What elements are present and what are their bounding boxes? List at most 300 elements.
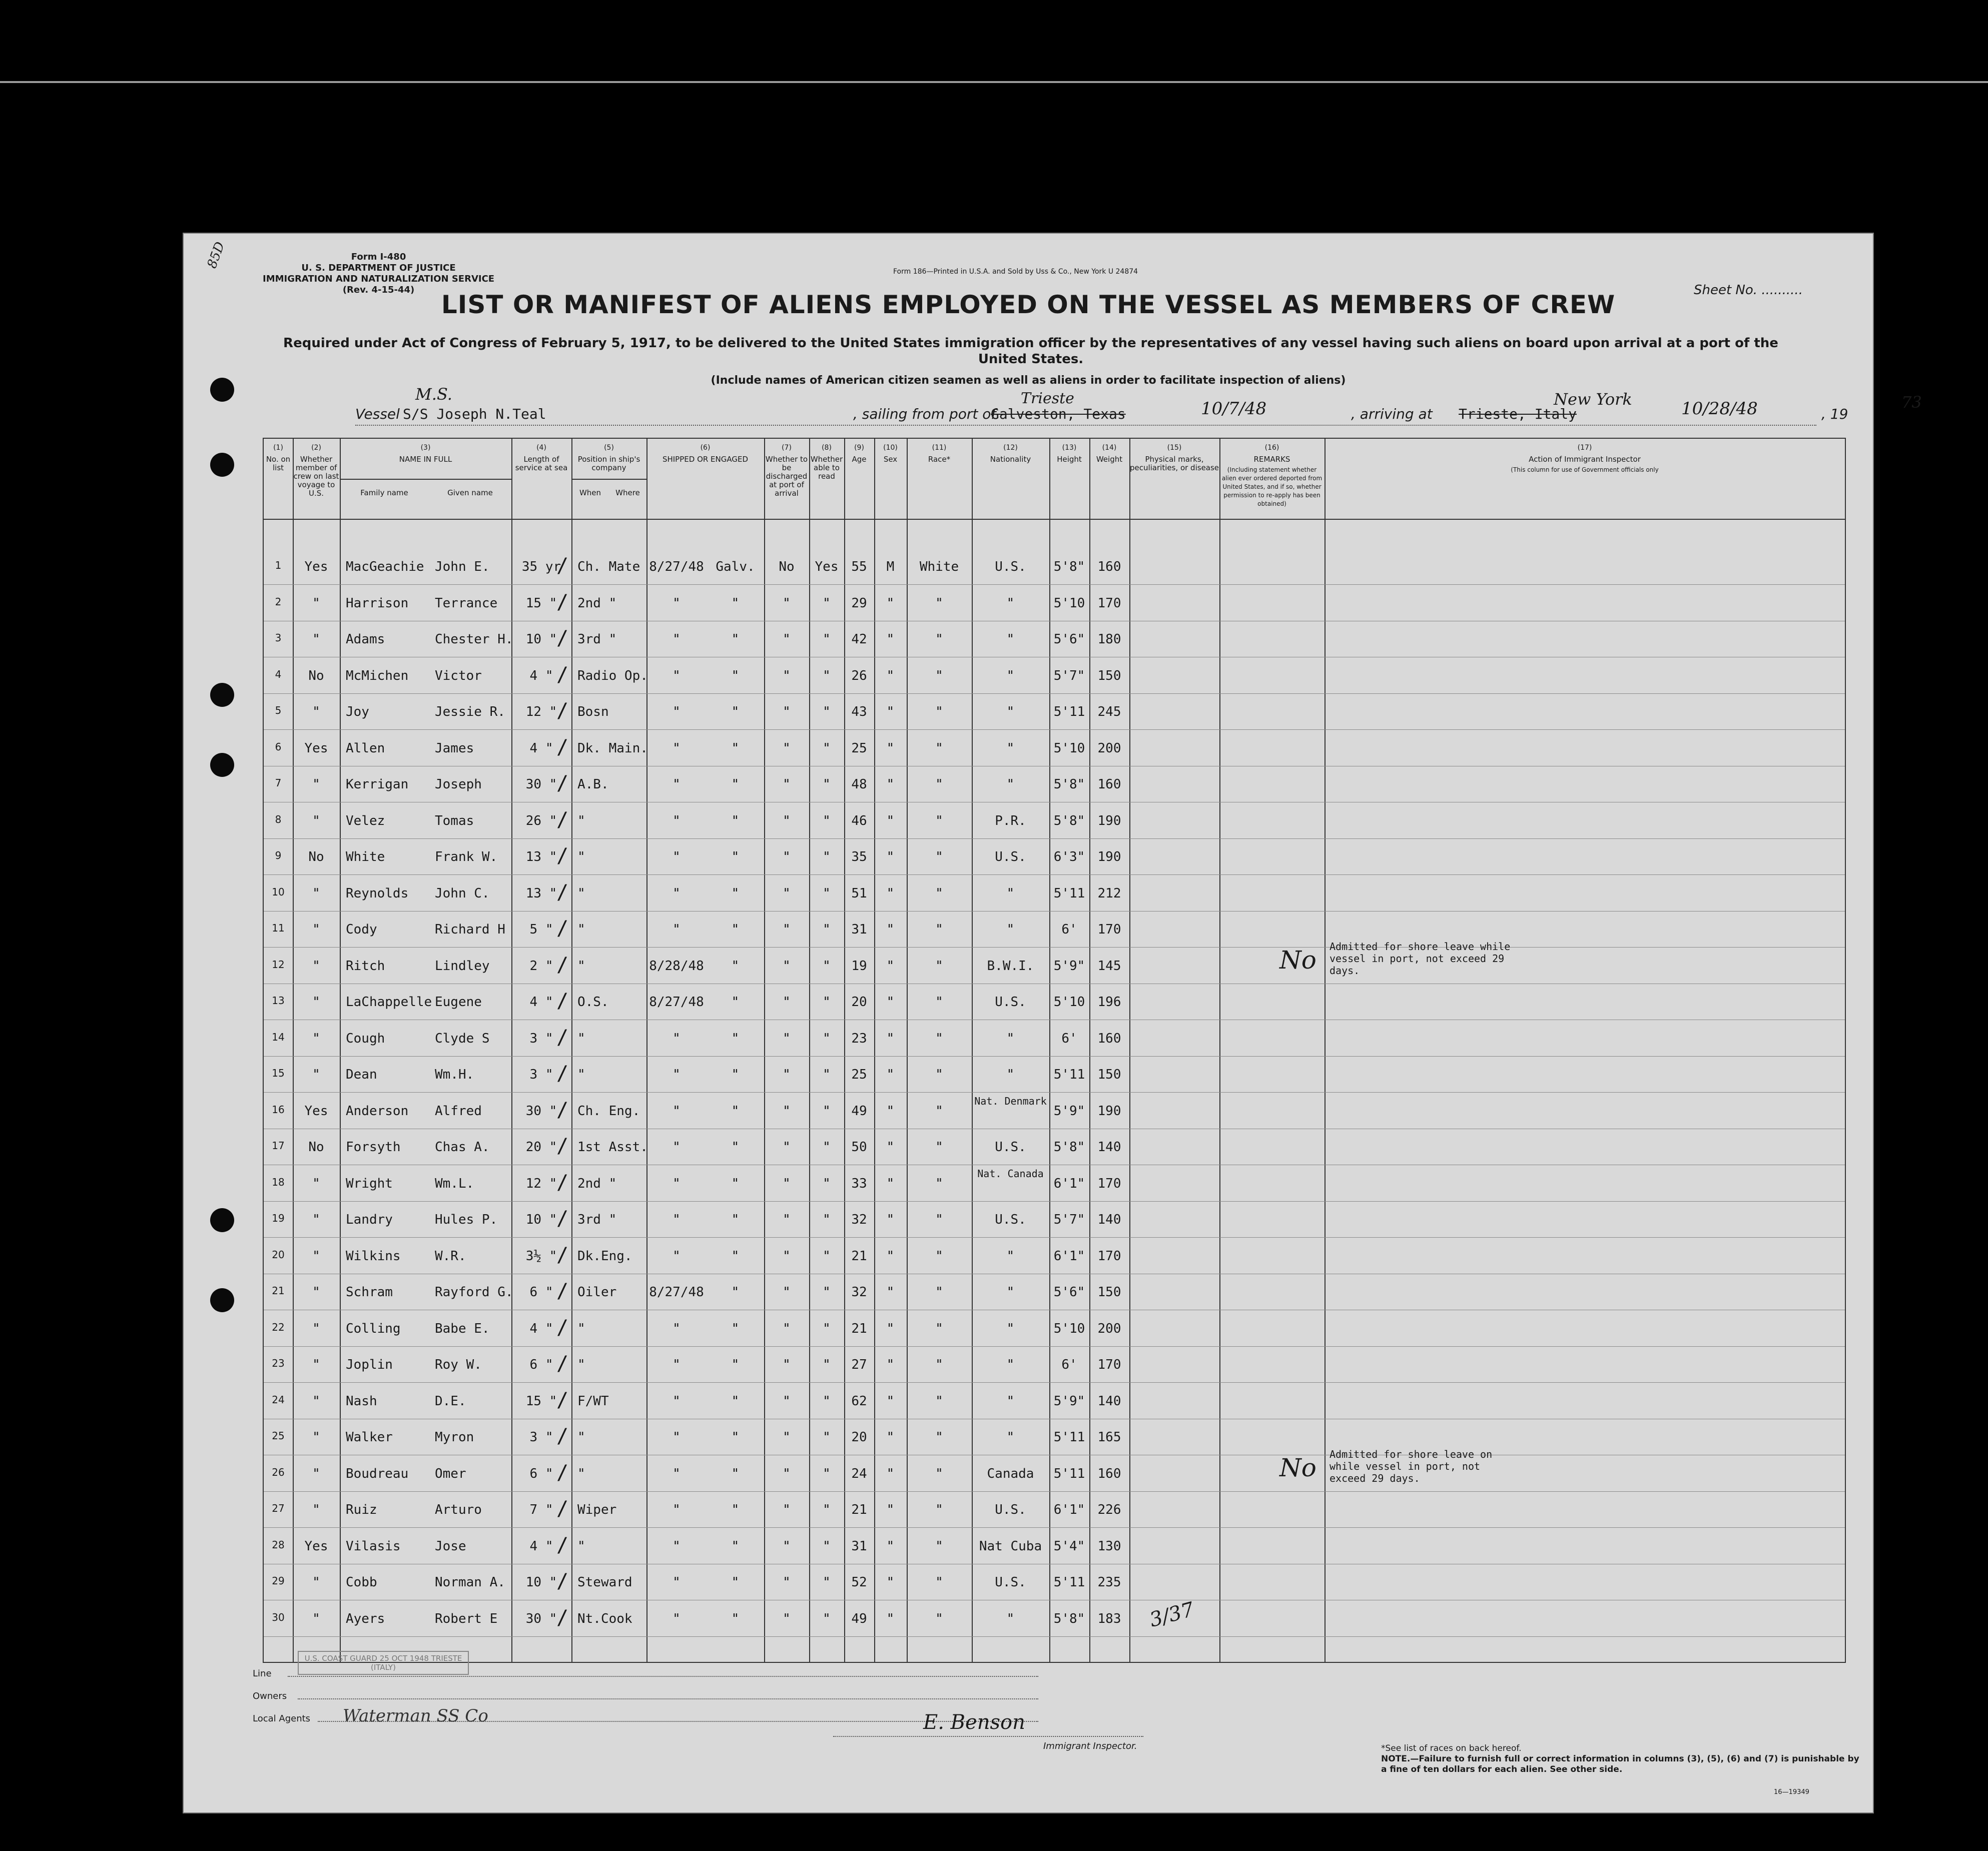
cell-height: 5'9": [1053, 1103, 1085, 1119]
cell-last: ": [312, 777, 320, 792]
cell-read: ": [823, 958, 831, 974]
cell-height: 5'9": [1053, 1393, 1085, 1409]
cell-family: Velez: [346, 813, 385, 828]
checkmark-icon: /: [556, 772, 569, 795]
cell-nat: ": [1006, 1248, 1015, 1264]
cell-sex: ": [886, 813, 895, 828]
cell-where: ": [731, 849, 740, 864]
cell-family: Joy: [346, 704, 369, 719]
cell-nat: ": [1006, 595, 1015, 611]
cell-when: 8/28/48: [649, 958, 704, 974]
cell-last: ": [312, 1357, 320, 1372]
cell-height: 5'10: [1053, 995, 1085, 1010]
cell-service: 4 ": [529, 740, 553, 756]
cell-sex: ": [886, 1430, 895, 1445]
cell-last: ": [312, 1575, 320, 1590]
column-divider: [1129, 439, 1130, 1662]
table-row-rule: [264, 729, 1845, 730]
cell-disch: ": [783, 668, 791, 683]
cell-disch: ": [783, 995, 791, 1010]
cell-when: 8/27/48: [649, 995, 704, 1010]
cell-when: ": [673, 1248, 681, 1264]
cell-given: Myron: [435, 1430, 474, 1445]
cell-disch: ": [783, 1285, 791, 1300]
cell-age: 27: [851, 1357, 867, 1372]
sailing-port-struck: Galveston, Texas: [991, 406, 1126, 422]
owners-field: [298, 1698, 1038, 1699]
cell-race: ": [935, 1466, 943, 1481]
cell-position: ": [577, 1538, 585, 1554]
inspector-label: Immigrant Inspector.: [1043, 1741, 1137, 1751]
cell-age: 19: [851, 958, 867, 974]
table-row-rule: [264, 1527, 1845, 1528]
cell-disch: ": [783, 1393, 791, 1409]
cell-height: 5'11: [1053, 1466, 1085, 1481]
cell-when: ": [673, 1430, 681, 1445]
cell-when: ": [673, 1538, 681, 1554]
cell-nat: B.W.I.: [987, 958, 1034, 974]
cell-nat: ": [1006, 1067, 1015, 1082]
column-number: (4): [536, 444, 546, 452]
cell-service: 10 ": [525, 1575, 557, 1590]
cell-no: 24: [272, 1393, 285, 1406]
cell-height: 5'10: [1053, 1321, 1085, 1336]
cell-sex: ": [886, 995, 895, 1010]
form-identifier: Form I-480 U. S. DEPARTMENT OF JUSTICE IMMIGRATION AND NATURALIZATION SERVICE (Rev. 4-15-44): [263, 252, 495, 295]
cell-nat: Canada: [987, 1466, 1034, 1481]
cell-given: W.R.: [435, 1248, 466, 1264]
cell-race: ": [935, 958, 943, 974]
cell-given: Norman A.: [435, 1575, 505, 1590]
cell-age: 25: [851, 740, 867, 756]
cell-race: ": [935, 1285, 943, 1300]
cell-service: 15 ": [525, 595, 557, 611]
column-subheader: Given name: [447, 488, 493, 497]
remark-handwritten: No: [1279, 945, 1316, 975]
remark-text: Admitted for shore leave on while vessel in port, not exceed 29 days.: [1330, 1448, 1493, 1484]
cell-service: 30 ": [525, 777, 557, 792]
cell-when: ": [673, 1212, 681, 1227]
cell-race: White: [919, 559, 959, 574]
cell-disch: ": [783, 1321, 791, 1336]
sailing-label: , sailing from port of: [853, 406, 996, 422]
cell-service: 3 ": [529, 1031, 553, 1046]
cell-when: ": [673, 1103, 681, 1119]
cell-position: ": [577, 813, 585, 828]
remark-handwritten: No: [1279, 1453, 1316, 1482]
cell-where: ": [731, 1285, 740, 1300]
cell-service: 13 ": [525, 885, 557, 901]
cell-no: 20: [272, 1248, 285, 1261]
cell-race: ": [935, 995, 943, 1010]
cell-when: ": [673, 595, 681, 611]
cell-family: Landry: [346, 1212, 393, 1227]
cell-no: 12: [272, 958, 285, 971]
vessel-prefix-handwritten: M.S.: [415, 385, 452, 404]
cell-height: 5'7": [1053, 668, 1085, 683]
cell-when: ": [673, 1140, 681, 1155]
cell-weight: 150: [1097, 668, 1121, 683]
cell-where: ": [731, 1611, 740, 1626]
cell-position: 1st Asst.: [577, 1140, 648, 1155]
cell-age: 20: [851, 995, 867, 1010]
cell-when: ": [673, 1393, 681, 1409]
column-label: Height: [1057, 455, 1082, 464]
cell-sex: ": [886, 1285, 895, 1300]
table-row-rule: [264, 1237, 1845, 1238]
cell-height: 6'3": [1053, 849, 1085, 864]
cell-no: 27: [272, 1502, 285, 1514]
line-field: [288, 1676, 1038, 1677]
column-label: REMARKS: [1253, 455, 1290, 464]
cell-family: Anderson: [346, 1103, 409, 1119]
cell-last: ": [312, 1031, 320, 1046]
year-label: , 19: [1821, 406, 1848, 422]
column-header: [1129, 444, 1219, 472]
cell-age: 42: [851, 632, 867, 647]
checkmark-icon: /: [556, 917, 569, 940]
cell-last: ": [312, 1466, 320, 1481]
cell-no: 15: [272, 1067, 285, 1079]
checkmark-icon: /: [556, 1098, 569, 1122]
cell-position: ": [577, 1321, 585, 1336]
arriving-port-handwritten: New York: [1554, 390, 1632, 409]
table-row-rule: [264, 838, 1845, 839]
checkmark-icon: /: [556, 1425, 569, 1448]
cell-age: 21: [851, 1248, 867, 1264]
checkmark-icon: /: [556, 1352, 569, 1375]
cell-disch: ": [783, 922, 791, 937]
checkmark-icon: /: [556, 880, 569, 904]
cell-position: ": [577, 922, 585, 937]
cell-sex: ": [886, 668, 895, 683]
cell-no: 17: [272, 1140, 285, 1152]
cell-given: John C.: [435, 885, 490, 901]
vessel-line: [355, 385, 1922, 426]
cell-read: ": [823, 1140, 831, 1155]
cell-sex: M: [886, 559, 895, 574]
cell-service: 4 ": [529, 1538, 553, 1554]
cell-position: ": [577, 1357, 585, 1372]
cell-when: ": [673, 1176, 681, 1191]
cell-height: 5'10: [1053, 595, 1085, 611]
cell-weight: 190: [1097, 813, 1121, 828]
cell-given: Tomas: [435, 813, 474, 828]
column-label: Physical marks, peculiarities, or disease: [1129, 455, 1219, 472]
cell-no: 22: [272, 1321, 285, 1333]
checkmark-icon: /: [556, 1171, 569, 1194]
cell-when: ": [673, 1466, 681, 1481]
cell-last: ": [312, 1248, 320, 1264]
column-number: (2): [311, 444, 321, 452]
cell-service: 30 ": [525, 1611, 557, 1626]
cell-position: Oiler: [577, 1285, 617, 1300]
cell-sex: ": [886, 1538, 895, 1554]
cell-no: 8: [275, 813, 282, 825]
cell-age: 21: [851, 1502, 867, 1517]
cell-where: Galv.: [716, 559, 755, 574]
vessel-name: S/S Joseph N.Teal: [403, 406, 546, 422]
cell-given: Roy W.: [435, 1357, 482, 1372]
race-note: *See list of races on back hereof.: [1381, 1743, 1522, 1753]
crew-tally: 3/37: [1147, 1597, 1197, 1632]
cell-nat: P.R.: [995, 813, 1026, 828]
cell-height: 5'8": [1053, 813, 1085, 828]
cell-nat: U.S.: [995, 1575, 1026, 1590]
cell-read: ": [823, 1393, 831, 1409]
cell-nat: ": [1006, 777, 1015, 792]
cell-last: ": [312, 995, 320, 1010]
cell-position: ": [577, 1031, 585, 1046]
column-header: [340, 444, 511, 464]
cell-where: ": [731, 1502, 740, 1517]
cell-age: 21: [851, 1321, 867, 1336]
cell-where: ": [731, 668, 740, 683]
cell-sex: ": [886, 777, 895, 792]
cell-race: ": [935, 813, 943, 828]
checkmark-icon: /: [556, 1570, 569, 1593]
cell-family: White: [346, 849, 385, 864]
cell-disch: ": [783, 1103, 791, 1119]
column-label: Weight: [1096, 455, 1123, 464]
cell-nat: ": [1006, 1357, 1015, 1372]
cell-family: McMichen: [346, 668, 409, 683]
cell-read: ": [823, 1357, 831, 1372]
checkmark-icon: /: [556, 808, 569, 831]
cell-when: ": [673, 632, 681, 647]
cell-where: ": [731, 595, 740, 611]
subheader-divider: [571, 479, 646, 480]
cell-age: 20: [851, 1430, 867, 1445]
cell-nat: ": [1006, 1430, 1015, 1445]
cell-position: Steward: [577, 1575, 632, 1590]
cell-weight: 200: [1097, 740, 1121, 756]
cell-age: 24: [851, 1466, 867, 1481]
column-label: Length of service at sea: [515, 455, 568, 472]
cell-family: Ruiz: [346, 1502, 377, 1517]
column-header: [1324, 444, 1845, 474]
cell-height: 5'11: [1053, 885, 1085, 901]
cell-given: Chas A.: [435, 1140, 490, 1155]
cell-service: 3 ": [529, 1430, 553, 1445]
cell-sex: ": [886, 958, 895, 974]
cell-where: ": [731, 1067, 740, 1082]
cell-service: 4 ": [529, 995, 553, 1010]
cell-height: 5'9": [1053, 958, 1085, 974]
cell-read: ": [823, 885, 831, 901]
cell-race: ": [935, 1031, 943, 1046]
cell-nat: ": [1006, 1611, 1015, 1626]
cell-where: ": [731, 1103, 740, 1119]
cell-position: Nt.Cook: [577, 1611, 632, 1626]
cell-service: 12 ": [525, 704, 557, 719]
cell-no: 1: [275, 559, 282, 571]
cell-nat: U.S.: [995, 559, 1026, 574]
column-header: [264, 444, 293, 472]
cell-when: 8/27/48: [649, 1285, 704, 1300]
punch-hole: [210, 683, 234, 707]
cell-read: ": [823, 632, 831, 647]
cell-when: ": [673, 849, 681, 864]
cell-family: Adams: [346, 632, 385, 647]
checkmark-icon: /: [556, 735, 569, 759]
column-number: (15): [1167, 444, 1182, 452]
cell-read: ": [823, 1176, 831, 1191]
table-row-rule: [264, 1201, 1845, 1202]
cell-race: ": [935, 885, 943, 901]
cell-nat: U.S.: [995, 995, 1026, 1010]
manifest-sheet: [183, 233, 1922, 1813]
cell-given: D.E.: [435, 1393, 466, 1409]
cell-disch: No: [779, 559, 795, 574]
checkmark-icon: /: [556, 1207, 569, 1230]
cell-where: ": [731, 995, 740, 1010]
sheet-number: Sheet No. ..........: [1694, 283, 1803, 298]
cell-nat: ": [1006, 1031, 1015, 1046]
cell-read: ": [823, 995, 831, 1010]
cell-disch: ": [783, 704, 791, 719]
cell-read: ": [823, 1067, 831, 1082]
cell-service: 10 ": [525, 632, 557, 647]
cell-given: Eugene: [435, 995, 482, 1010]
cell-sex: ": [886, 704, 895, 719]
cell-nat: ": [1006, 885, 1015, 901]
cell-nat: U.S.: [995, 1212, 1026, 1227]
column-number: (11): [932, 444, 947, 452]
margin-note: 85D: [204, 240, 228, 271]
checkmark-icon: /: [556, 699, 569, 722]
cell-race: ": [935, 1140, 943, 1155]
cell-when: ": [673, 740, 681, 756]
cell-disch: ": [783, 1176, 791, 1191]
cell-race: ": [935, 1176, 943, 1191]
cell-position: Dk. Main.: [577, 740, 648, 756]
arriving-date: 10/28/48: [1681, 399, 1758, 419]
table-row-rule: [264, 1382, 1845, 1383]
cell-disch: ": [783, 1466, 791, 1481]
cell-read: ": [823, 1502, 831, 1517]
page-subtitle: Required under Act of Congress of February 5, 1917, to be delivered to the United States immigration officer by the representatives of any vessel having such aliens on board upon arrival at a port of the United States.: [283, 336, 1778, 367]
cell-sex: ": [886, 1321, 895, 1336]
cell-sex: ": [886, 885, 895, 901]
column-label: NAME IN FULL: [399, 455, 452, 464]
checkmark-icon: /: [556, 1388, 569, 1412]
cell-no: 16: [272, 1103, 285, 1116]
cell-race: ": [935, 849, 943, 864]
column-label: Action of Immigrant Inspector: [1529, 455, 1641, 464]
cell-age: 48: [851, 777, 867, 792]
cell-age: 32: [851, 1285, 867, 1300]
cell-weight: 245: [1097, 704, 1121, 719]
cell-no: 29: [272, 1575, 285, 1587]
cell-no: 26: [272, 1466, 285, 1478]
scan-border-line: [0, 81, 1988, 83]
cell-no: 18: [272, 1176, 285, 1188]
cell-height: 5'8": [1053, 1140, 1085, 1155]
cell-family: Ritch: [346, 958, 385, 974]
cell-weight: 160: [1097, 1466, 1121, 1481]
cell-family: Cough: [346, 1031, 385, 1046]
cell-when: ": [673, 1502, 681, 1517]
cell-where: ": [731, 740, 740, 756]
cell-read: ": [823, 1248, 831, 1264]
column-number: (5): [604, 444, 614, 452]
cell-nat: ": [1006, 740, 1015, 756]
printer-line: Form 186—Printed in U.S.A. and Sold by Uss & Co., New York U 24874: [893, 268, 1138, 276]
cell-last: Yes: [304, 740, 328, 756]
cell-family: Allen: [346, 740, 385, 756]
checkmark-icon: /: [556, 1533, 569, 1557]
cell-height: 5'11: [1053, 1430, 1085, 1445]
cell-given: Jose: [435, 1538, 466, 1554]
cell-last: ": [312, 813, 320, 828]
cell-read: ": [823, 1538, 831, 1554]
cell-position: Ch. Mate: [577, 559, 640, 574]
cell-sex: ": [886, 1502, 895, 1517]
cell-last: ": [312, 704, 320, 719]
cell-position: ": [577, 1466, 585, 1481]
cell-age: 29: [851, 595, 867, 611]
cell-disch: ": [783, 1357, 791, 1372]
cell-position: A.B.: [577, 777, 609, 792]
cell-service: 7 ": [529, 1502, 553, 1517]
cell-read: ": [823, 1103, 831, 1119]
inspector-signature: E. Benson: [923, 1711, 1025, 1734]
cell-where: ": [731, 1430, 740, 1445]
cell-given: Chester H.: [435, 632, 513, 647]
cell-nat: ": [1006, 1285, 1015, 1300]
cell-no: 21: [272, 1285, 285, 1297]
cell-race: ": [935, 1575, 943, 1590]
cell-given: Joseph: [435, 777, 482, 792]
cell-age: 32: [851, 1212, 867, 1227]
cell-race: ": [935, 1212, 943, 1227]
cell-given: Victor: [435, 668, 482, 683]
column-number: (13): [1062, 444, 1077, 452]
cell-no: 13: [272, 995, 285, 1007]
cell-family: Wright: [346, 1176, 393, 1191]
column-number: (16): [1264, 444, 1279, 452]
cell-read: ": [823, 1430, 831, 1445]
cell-nat: ": [1006, 668, 1015, 683]
cell-read: ": [823, 1212, 831, 1227]
cell-service: 6 ": [529, 1466, 553, 1481]
cell-when: ": [673, 668, 681, 683]
column-subheader: Family name: [360, 488, 408, 497]
cell-read: ": [823, 849, 831, 864]
cell-disch: ": [783, 1575, 791, 1590]
cell-service: 4 ": [529, 1321, 553, 1336]
cell-given: Frank W.: [435, 849, 498, 864]
column-header: [646, 444, 764, 464]
cell-no: 19: [272, 1212, 285, 1224]
cell-when: ": [673, 704, 681, 719]
cell-nat: ": [1006, 1393, 1015, 1409]
cell-nat: ": [1006, 922, 1015, 937]
cell-nat: Nat. Canada: [977, 1167, 1044, 1180]
cell-height: 5'6": [1053, 1285, 1085, 1300]
checkmark-icon: /: [556, 1062, 569, 1085]
arriving-label: , arriving at: [1351, 406, 1433, 422]
cell-height: 5'11: [1053, 704, 1085, 719]
column-label: Race*: [928, 455, 951, 464]
cell-race: ": [935, 1321, 943, 1336]
cell-read: ": [823, 704, 831, 719]
cell-family: Colling: [346, 1321, 401, 1336]
checkmark-icon: /: [556, 1461, 569, 1484]
cell-family: Schram: [346, 1285, 393, 1300]
checkmark-icon: /: [556, 990, 569, 1013]
